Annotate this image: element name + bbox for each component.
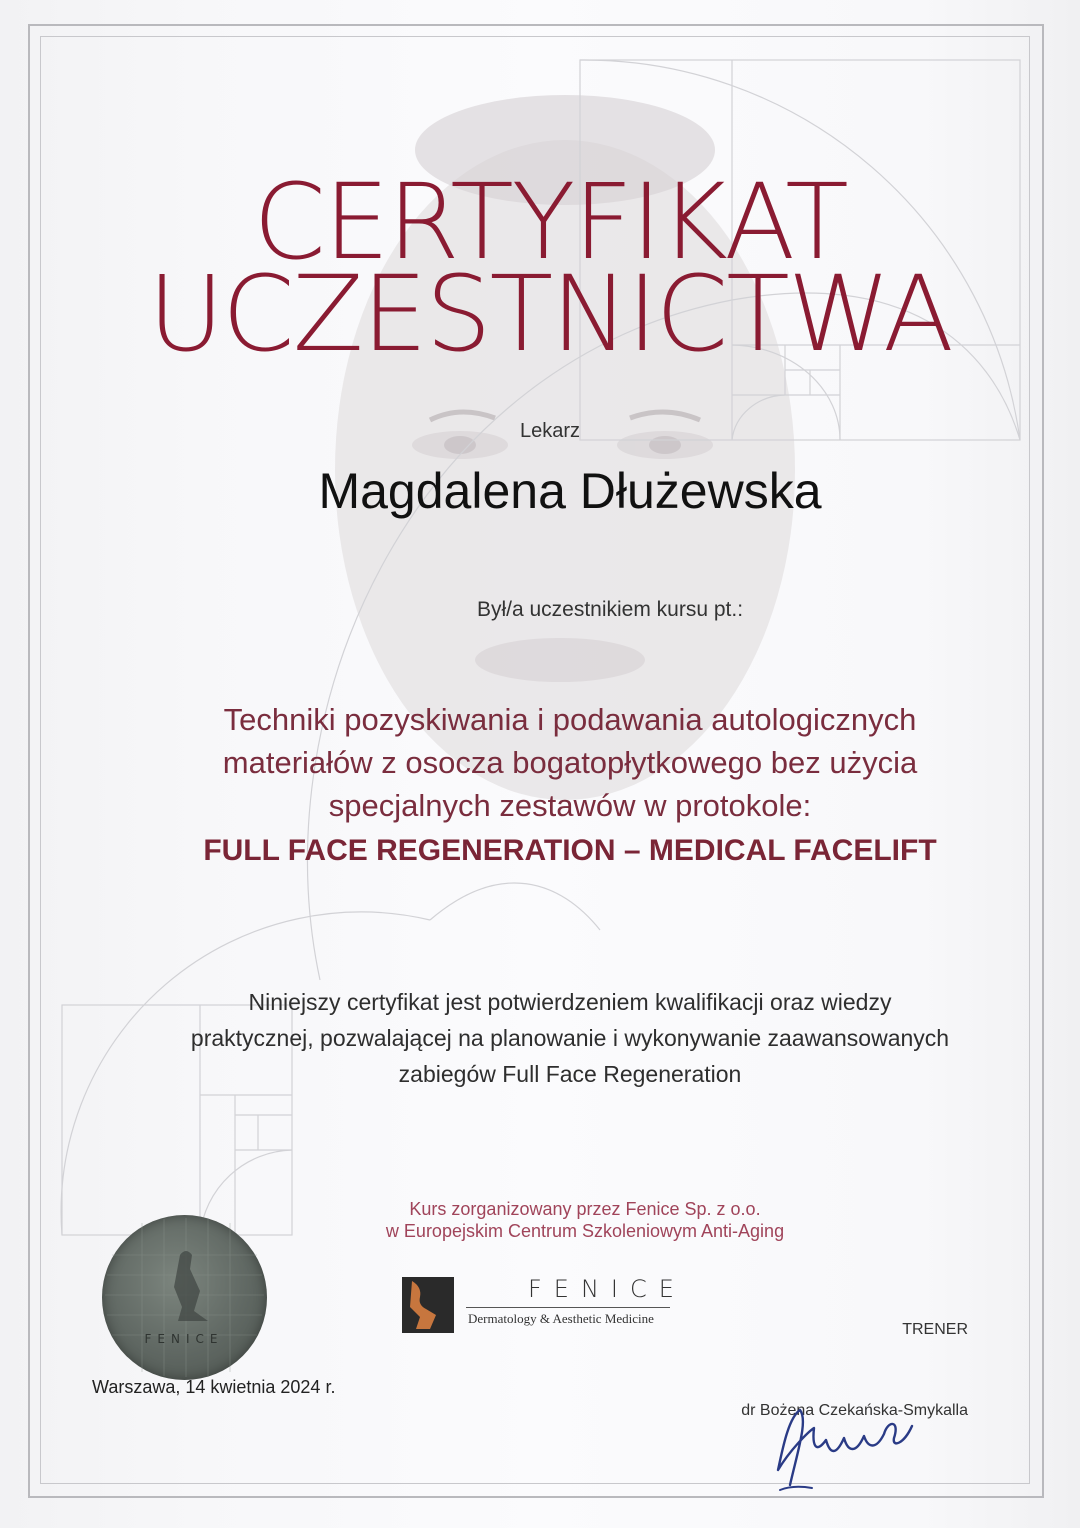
title-line-2: UCZESTNICTWA: [147, 253, 953, 375]
description-line: Niniejszy certyfikat jest potwierdzeniem kwalifikacji oraz wiedzy: [248, 989, 892, 1015]
svg-text:FENICE: FENICE: [144, 1332, 224, 1346]
trainer-signature: [760, 1390, 940, 1500]
course-title-line: Techniki pozyskiwania i podawania autologicznych: [223, 702, 917, 737]
certificate-description: [100, 984, 1040, 1092]
course-title-line: specjalnych zestawów w protokole:: [328, 788, 812, 823]
course-protocol: FULL FACE REGENERATION – MEDICAL FACELIFT: [203, 834, 937, 867]
description-line: praktycznej, pozwalającej na planowanie i wykonywanie zaawansowanych: [190, 1025, 950, 1051]
place-and-date: Warszawa, 14 kwietnia 2024 r.: [92, 1377, 336, 1397]
logo-name: FENICE: [528, 1275, 686, 1303]
course-title-line: materiałów z osocza bogatopłytkowego bez użycia: [222, 745, 918, 780]
participant-name: Magdalena Dłużewska: [318, 463, 822, 519]
trainer-name: dr Bożena Czekańska-Smykalla: [741, 1402, 968, 1419]
fenice-logo-mark-icon: [402, 1277, 454, 1333]
organizer-line: w Europejskim Centrum Szkoleniowym Anti-Aging: [385, 1221, 785, 1241]
fenice-logo: [402, 1275, 686, 1335]
hologram-seal: [102, 1215, 267, 1380]
participant-role: Lekarz: [519, 420, 581, 442]
organizer-note: [200, 1198, 970, 1242]
description-line: zabiegów Full Face Regeneration: [398, 1061, 742, 1087]
course-title: [120, 698, 1020, 872]
logo-subtitle: Dermatology & Aesthetic Medicine: [468, 1311, 654, 1326]
course-intro: Był/a uczestnikiem kursu pt.:: [476, 598, 744, 621]
logo-divider: [466, 1307, 670, 1308]
title-line-1: CERTYFIKAT: [253, 161, 847, 283]
seal-emblem-icon: [102, 1215, 267, 1380]
organizer-line: Kurs zorganizowany przez Fenice Sp. z o.o.: [409, 1199, 761, 1219]
trainer-label: TRENER: [902, 1321, 968, 1338]
